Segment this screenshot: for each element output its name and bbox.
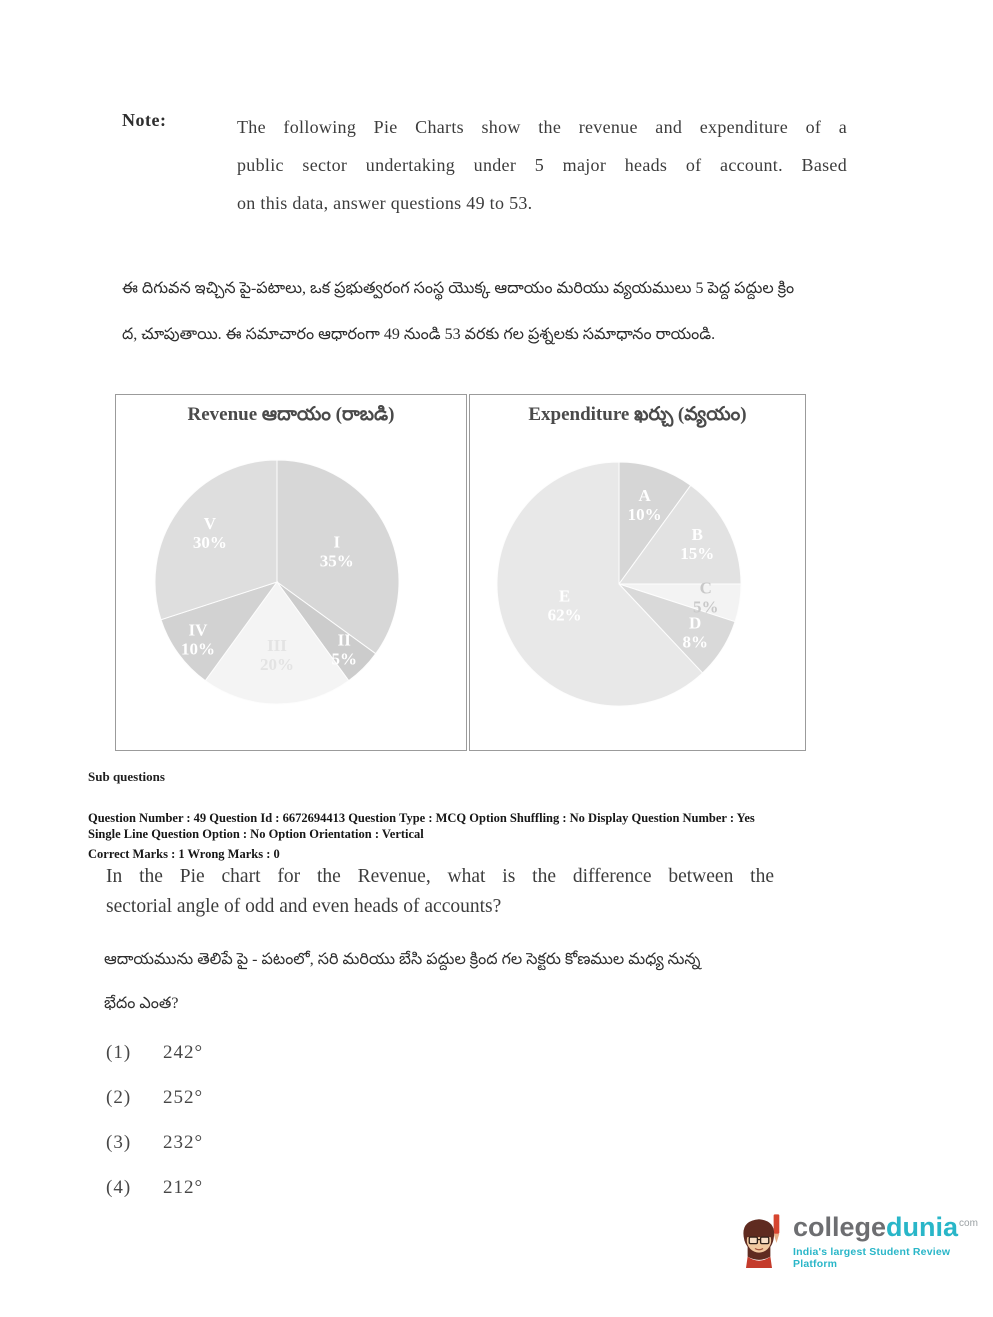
- brand-dunia-text: dunia: [886, 1212, 959, 1242]
- collegedunia-mascot-icon: [733, 1210, 785, 1274]
- note-telugu-section: [122, 266, 882, 358]
- pie-slice-label-III: III 20%: [260, 636, 294, 675]
- option-2-number: (2): [106, 1086, 132, 1108]
- question-telugu-line-1: ఆదాయమును తెలిపే పై - పటంలో, సరి మరియు బేసి పద్దుల క్రింద గల సెక్టరు కోణముల మధ్య నున్న: [104, 951, 701, 968]
- note-line-2: public sector undertaking under 5 major heads of account. Based: [237, 155, 847, 175]
- option-2: [106, 1075, 203, 1120]
- option-4: [106, 1165, 203, 1210]
- pie-slice-label-V: V 30%: [192, 514, 227, 553]
- brand-com-suffix: com: [959, 1218, 978, 1229]
- expenditure-pie-chart: [484, 449, 754, 719]
- question-marks-line: Correct Marks : 1 Wrong Marks : 0: [88, 847, 280, 861]
- note-line-1: The following Pie Charts show the revenue and expenditure of a: [237, 117, 847, 137]
- pie-slice-label-II: II 5%: [331, 630, 358, 669]
- option-2-value: 252°: [163, 1086, 204, 1108]
- question-text-english: [106, 862, 774, 922]
- expenditure-chart-title: Expenditure ఖర్చు (వ్యయం): [528, 404, 747, 425]
- collegedunia-logo: [733, 1210, 993, 1274]
- option-1-number: (1): [106, 1041, 132, 1063]
- question-english-line-1: In the Pie chart for the Revenue, what is the difference between the: [106, 866, 774, 887]
- revenue-chart-title: Revenue ఆదాయం (రాబడి): [187, 404, 395, 425]
- logo-text-block: [793, 1214, 993, 1270]
- question-english-line-2: sectorial angle of odd and even heads of accounts?: [106, 896, 502, 917]
- brand-tagline: India's largest Student Review Platform: [793, 1246, 951, 1270]
- option-3-value: 232°: [163, 1131, 204, 1153]
- option-3-number: (3): [106, 1131, 132, 1153]
- option-3: [106, 1120, 203, 1165]
- brand-name: [793, 1214, 993, 1241]
- option-4-value: 212°: [163, 1176, 204, 1198]
- pie-charts-panel: [115, 394, 806, 751]
- question-meta-line-2: Single Line Question Option : No Option Orientation : Vertical: [88, 827, 424, 841]
- expenditure-chart-cell: [469, 394, 806, 751]
- option-4-number: (4): [106, 1176, 132, 1198]
- note-telugu-line-1: ఈ దిగువన ఇచ్చిన పై-పటాలు, ఒక ప్రభుత్వరంగ సంస్థ యొక్క ఆదాయం మరియు వ్యయములు 5 పెద్ద పద్దుల క్రిం: [122, 280, 795, 297]
- pie-slice-label-E: E 62%: [547, 586, 582, 625]
- brand-college-text: college: [793, 1212, 887, 1242]
- pie-slice-label-IV: IV 10%: [181, 620, 215, 659]
- question-telugu-line-2: భేదం ఎంత?: [104, 995, 179, 1012]
- question-text-telugu: [104, 938, 824, 1026]
- note-line-3: on this data, answer questions 49 to 53.: [237, 193, 533, 213]
- pie-slice-label-A: A 10%: [627, 486, 662, 525]
- note-label: Note:: [122, 110, 167, 130]
- note-telugu-line-2: ద, చూపుతాయి. ఈ సమాచారం ఆధారంగా 49 నుండి 53 వరకు గల ప్రశ్నలకు సమాధానం రాయండి.: [122, 326, 716, 343]
- pie-slice-label-B: B 15%: [680, 525, 715, 564]
- revenue-chart-cell: [115, 394, 467, 751]
- sub-questions-heading: Sub questions: [88, 769, 165, 784]
- question-meta-line-1: Question Number : 49 Question Id : 6672694413 Question Type : MCQ Option Shuffling : No Display Question Number : Yes: [88, 811, 755, 825]
- options-list: [106, 1030, 203, 1210]
- option-1-value: 242°: [163, 1041, 204, 1063]
- pie-slice-label-C: C 5%: [693, 578, 719, 617]
- note-text: [237, 108, 847, 222]
- pie-slice-label-I: I 35%: [319, 532, 354, 571]
- pie-slice-label-D: D 8%: [682, 613, 708, 652]
- question-metadata: [88, 810, 988, 862]
- revenue-pie-chart: [142, 447, 412, 717]
- option-1: [106, 1030, 203, 1075]
